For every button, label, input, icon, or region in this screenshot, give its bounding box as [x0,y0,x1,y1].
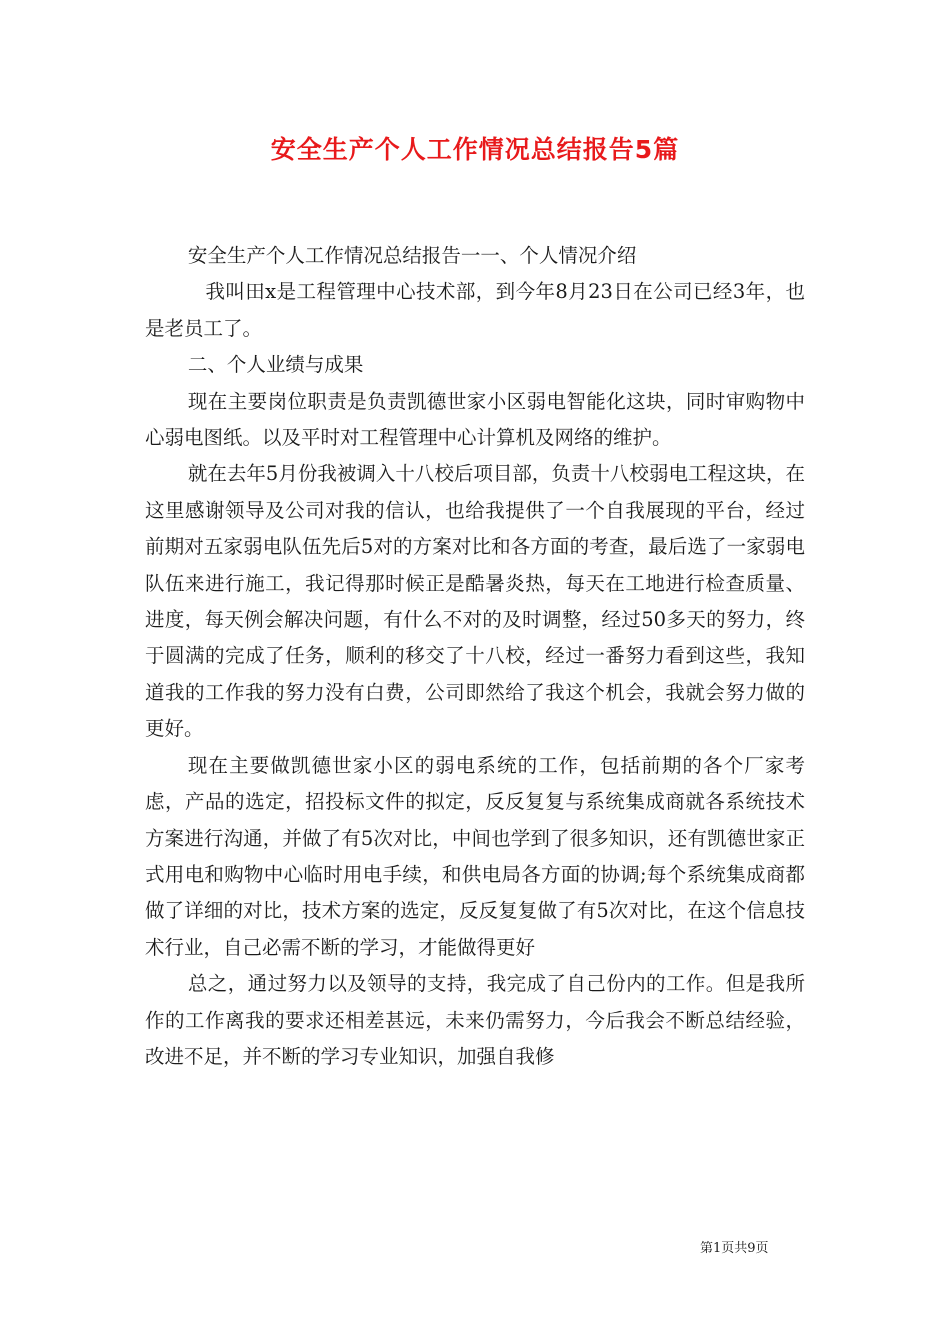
page-number: 第1页共9页 [700,1241,769,1256]
paragraph-7: 总之，通过努力以及领导的支持，我完成了自己份内的工作。但是我所作的工作离我的要求还相差甚远，未来仍需努力，今后我会不断总结经验，改进不足，并不断的学习专业知识，加强自我修 [145,972,805,1068]
document-body [145,238,805,1075]
paragraph-5: 就在去年5月份我被调入十八校后项目部，负责十八校弱电工程这块，在这里感谢领导及公司对我的信认，也给我提供了一个自我展现的平台，经过前期对五家弱电队伍先后5对的方案对比和各方面的考查，最后选了一家弱电队伍来进行施工，我记得那时候正是酷暑炎热，每天在工地进行检查质量、进度，每天例会解决问题，有什么不对的及时调整，经过50多天的努力，终于圆满的完成了任务，顺利的移交了十八校，经过一番努力看到这些，我知道我的工作我的努力没有白费，公司即然给了我这个机会，我就会努力做的更好。 [145,462,805,741]
document-title: 安全生产个人工作情况总结报告5篇 [270,135,680,164]
paragraph-6: 现在主要做凯德世家小区的弱电系统的工作，包括前期的各个厂家考虑，产品的选定，招投标文件的拟定，反反复复与系统集成商就各系统技术方案进行沟通，并做了有5次对比，中间也学到了很多知识，还有凯德世家正式用电和购物中心临时用电手续，和供电局各方面的协调;每个系统集成商都做了详细的对比，技术方案的选定，反反复复做了有5次对比，在这个信息技术行业，自己必需不断的学习，才能做得更好 [145,753,805,959]
paragraph-1: 安全生产个人工作情况总结报告一一、个人情况介绍 [187,244,637,267]
paragraph-4: 现在主要岗位职责是负责凯德世家小区弱电智能化这块，同时审购物中心弱电图纸。以及平时对工程管理中心计算机及网络的维护。 [145,389,805,450]
paragraph-2: 我叫田x是工程管理中心技术部，到今年8月23日在公司已经3年，也是老员工了。 [145,280,805,340]
paragraph-3: 二、个人业绩与成果 [187,353,364,377]
